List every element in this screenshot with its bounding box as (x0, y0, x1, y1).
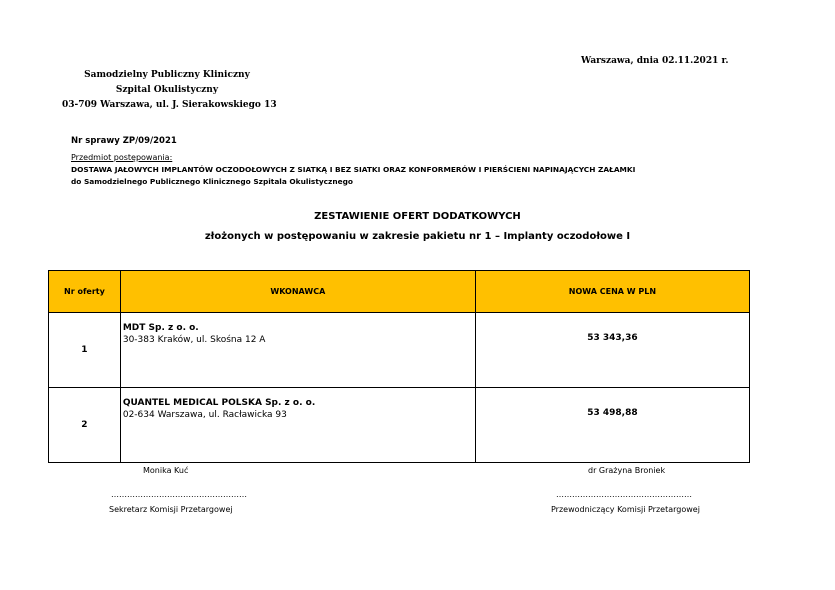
contractor-name: MDT Sp. z o. o. (122, 323, 199, 333)
subject-label: Przedmiot postępowania: (71, 153, 173, 162)
subject-line-1: DOSTAWA JAŁOWYCH IMPLANTÓW OCZODOŁOWYCH Z SIATKĄ I BEZ SIATKI ORAZ KONFORMERÓW I PIERŚCIENI NAPINAJĄCYCH ZAŁAMKI (71, 165, 636, 174)
offer-price: 53 343,36 (475, 313, 749, 388)
document-date: Warszawa, dnia 02.11.2021 r. (581, 56, 729, 66)
subject-line-2: do Samodzielnego Publicznego Klinicznego Szpitala Okulistycznego (71, 177, 353, 186)
left-signature-line: …………………………………………… (111, 490, 247, 499)
organization-name-line-2: Szpital Okulistyczny (115, 85, 219, 95)
offer-number: 1 (49, 313, 121, 388)
case-number: Nr sprawy ZP/09/2021 (71, 136, 177, 146)
header-new-price: NOWA CENA W PLN (475, 271, 749, 313)
right-signatory-name: dr Grażyna Broniek (588, 466, 666, 475)
document-title: ZESTAWIENIE OFERT DODATKOWYCH (314, 211, 521, 222)
table-row (49, 388, 750, 463)
document-subtitle: złożonych w postępowaniu w zakresie pakietu nr 1 – Implanty oczodołowe I (204, 231, 631, 242)
organization-name-line-1: Samodzielny Publiczny Kliniczny (84, 70, 250, 80)
contractor-address: 30-383 Kraków, ul. Skośna 12 A (122, 335, 266, 345)
left-signatory-name: Monika Kuć (143, 466, 189, 475)
left-signatory-role: Sekretarz Komisji Przetargowej (109, 505, 233, 514)
offer-price: 53 498,88 (475, 388, 749, 463)
offer-number: 2 (49, 388, 121, 463)
right-signature-line: …………………………………………… (556, 490, 692, 499)
header-offer-number: Nr oferty (49, 271, 121, 313)
header-contractor: WKONAWCA (120, 271, 475, 313)
contractor-cell (120, 313, 475, 388)
offers-table (48, 270, 750, 463)
contractor-cell (120, 388, 475, 463)
contractor-name: QUANTEL MEDICAL POLSKA Sp. z o. o. (122, 398, 316, 408)
right-signatory-role: Przewodniczący Komisji Przetargowej (551, 505, 700, 514)
table-row (49, 313, 750, 388)
organization-block (62, 68, 277, 113)
contractor-address: 02-634 Warszawa, ul. Racławicka 93 (122, 410, 287, 420)
table-header-row (49, 271, 750, 313)
organization-address: 03-709 Warszawa, ul. J. Sierakowskiego 13 (62, 100, 277, 110)
